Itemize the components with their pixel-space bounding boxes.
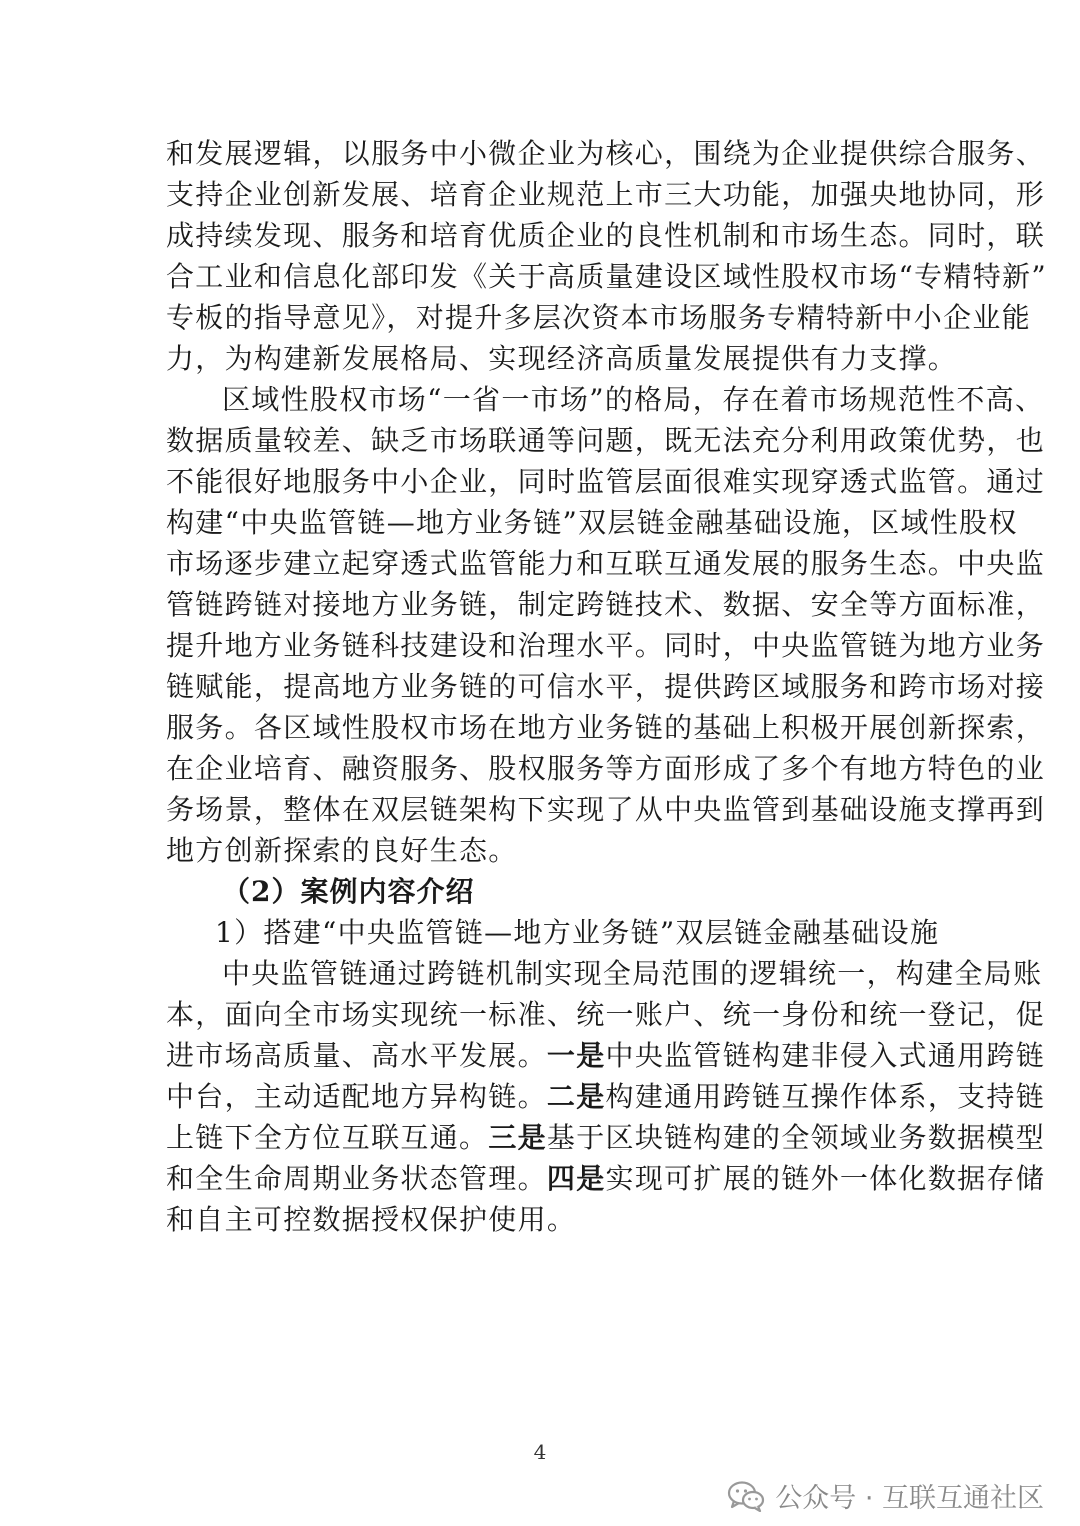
paragraph-2-line-12: 地方创新探索的良好生态。 [166,834,518,867]
paragraph-2-line-3: 不能很好地服务中小企业，同时监管层面很难实现穿透式监管。通过 [166,465,1046,498]
wechat-watermark [727,1476,1044,1515]
paragraph-3-line-2: 本，面向全市场实现统一标准、统一账户、统一身份和统一登记，促 [166,998,1046,1031]
paragraph-3-line-7: 和自主可控数据授权保护使用。 [166,1203,577,1236]
paragraph-2-line-9: 服务。各区域性股权市场在地方业务链的基础上积极开展创新探索， [166,711,1046,744]
paragraph-1-line-2: 支持企业创新发展、培育企业规范上市三大功能，加强央地协同，形 [166,178,1046,211]
paragraph-1-line-1: 和发展逻辑，以服务中小微企业为核心，围绕为企业提供综合服务、 [166,137,1046,170]
watermark-text: 公众号 · 互联互通社区 [775,1483,1044,1514]
paragraph-2-line-11: 务场景，整体在双层链架构下实现了从中央监管到基础设施支撑再到 [166,793,1046,826]
text-segment: 中台，主动适配地方异构链。 [166,1080,547,1113]
text-segment: 基于区块链构建的全领域业务数据模型 [546,1121,1046,1154]
text-segment: 中央监管链构建非侵入式通用跨链 [605,1039,1046,1072]
page-number: 4 [533,1440,547,1464]
paragraph-3-line-4 [166,1078,1046,1116]
paragraph-2-line-4: 构建“中央监管链—地方业务链”双层链金融基础设施，区域性股权 [166,506,1018,539]
paragraph-1-line-3: 成持续发现、服务和培育优质企业的良性机制和市场生态。同时，联 [166,219,1046,252]
emphasis-second: 二是 [546,1080,606,1113]
emphasis-third: 三是 [488,1121,547,1154]
paragraph-1-line-5: 专板的指导意见》，对提升多层次资本市场服务专精特新中小企业能 [166,301,1032,334]
paragraph-2-line-10: 在企业培育、融资服务、股权服务等方面形成了多个有地方特色的业 [166,752,1046,785]
paragraph-2-line-1: 区域性股权市场“一省一市场”的格局，存在着市场规范性不高、 [222,383,1045,416]
paragraph-3-line-3 [166,1037,1046,1075]
paragraph-1-line-4: 合工业和信息化部印发《关于高质量建设区域性股权市场“专精特新” [166,260,1047,293]
paragraph-3-line-6 [166,1160,1046,1198]
paragraph-3-line-5 [166,1119,1046,1157]
emphasis-fourth: 四是 [546,1162,606,1195]
paragraph-2-line-7: 提升地方业务链科技建设和治理水平。同时，中央监管链为地方业务 [166,629,1046,662]
paragraph-1-line-6: 力，为构建新发展格局、实现经济高质量发展提供有力支撑。 [166,342,958,375]
text-segment: 进市场高质量、高水平发展。 [166,1039,547,1072]
paragraph-2-line-2: 数据质量较差、缺乏市场联通等问题，既无法充分利用政策优势，也 [166,424,1046,457]
subsection-heading: 1）搭建“中央监管链—地方业务链”双层链金融基础设施 [215,916,940,949]
text-segment: 实现可扩展的链外一体化数据存储 [605,1162,1046,1195]
paragraph-2-line-8: 链赋能，提高地方业务链的可信水平，提供跨区域服务和跨市场对接 [166,670,1046,703]
paragraph-3-line-1: 中央监管链通过跨链机制实现全局范围的逻辑统一，构建全局账 [222,957,1043,990]
text-segment: 和全生命周期业务状态管理。 [166,1162,547,1195]
emphasis-first: 一是 [546,1039,606,1072]
paragraph-2-line-5: 市场逐步建立起穿透式监管能力和互联互通发展的服务生态。中央监 [166,547,1046,580]
text-segment: 构建通用跨链互操作体系，支持链 [605,1080,1046,1113]
paragraph-2-line-6: 管链跨链对接地方业务链，制定跨链技术、数据、安全等方面标准， [166,588,1046,621]
wechat-icon [727,1480,765,1512]
section-heading: （2）案例内容介绍 [222,875,475,908]
text-segment: 上链下全方位互联互通。 [166,1121,489,1154]
